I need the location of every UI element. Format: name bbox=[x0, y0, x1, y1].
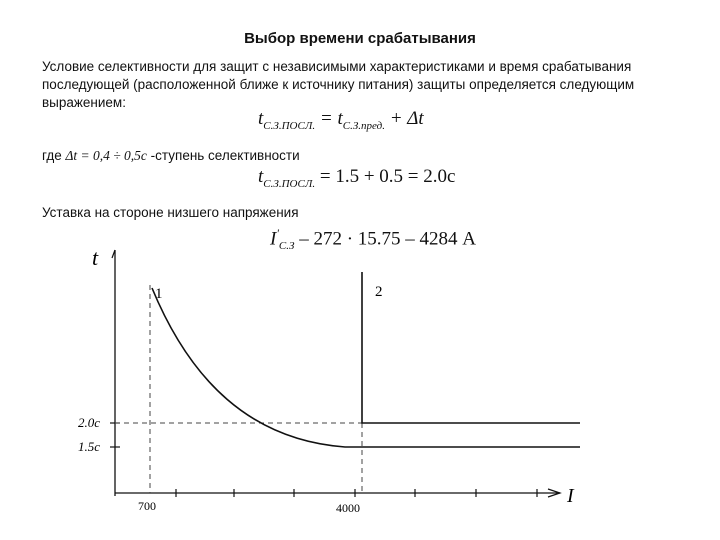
x-tick-4000: 4000 bbox=[336, 501, 360, 515]
formula1-plus: + Δt bbox=[384, 108, 424, 129]
formula3-lhs: I bbox=[270, 228, 277, 250]
formula2-rhs: = 1.5 + 0.5 = 2.0c bbox=[315, 166, 456, 187]
x-tick-700: 700 bbox=[138, 499, 156, 513]
intro-paragraph: Условие селективности для защит с независимыми характеристиками и время срабатывания последующей (расположенной ближе к источнику питания) защиты определяется следующим выражением: bbox=[42, 59, 635, 110]
formula3-lhs-sub: С.З bbox=[278, 240, 295, 253]
page-title: Выбор времени срабатывания bbox=[244, 30, 476, 47]
curve-2 bbox=[362, 272, 580, 423]
y-tick-1-label: 1.5c bbox=[78, 439, 101, 454]
formula2-lhs-sub: С.З.ПОСЛ. bbox=[263, 177, 316, 190]
formula1-rhs: t bbox=[337, 108, 343, 129]
formula2-lhs: t bbox=[258, 166, 264, 187]
formula3-rhs: – 272 · 15.75 – 4284 A bbox=[294, 228, 477, 250]
formula1-lhs-sub: С.З.ПОСЛ. bbox=[263, 119, 316, 132]
formula1-rhs-sub: С.З.пред. bbox=[342, 119, 385, 132]
x-axis-label: I bbox=[567, 485, 574, 507]
formula3-lhs-sup: ' bbox=[276, 226, 279, 240]
y-tick-2-label: 2.0c bbox=[78, 415, 101, 430]
where-suffix: -ступень селективности bbox=[150, 148, 300, 163]
setting-label: Уставка на стороне низшего напряжения bbox=[42, 205, 299, 220]
delta-t-expr: Δt = 0,4 ÷ 0,5c bbox=[65, 148, 147, 163]
curve-1-label: 1 bbox=[155, 286, 163, 302]
formula1-lhs: t bbox=[258, 108, 264, 129]
y-axis-label: t bbox=[92, 245, 99, 270]
where-prefix: где bbox=[42, 148, 62, 163]
formula1-eq: = bbox=[315, 108, 338, 129]
curve-2-label: 2 bbox=[375, 284, 383, 300]
